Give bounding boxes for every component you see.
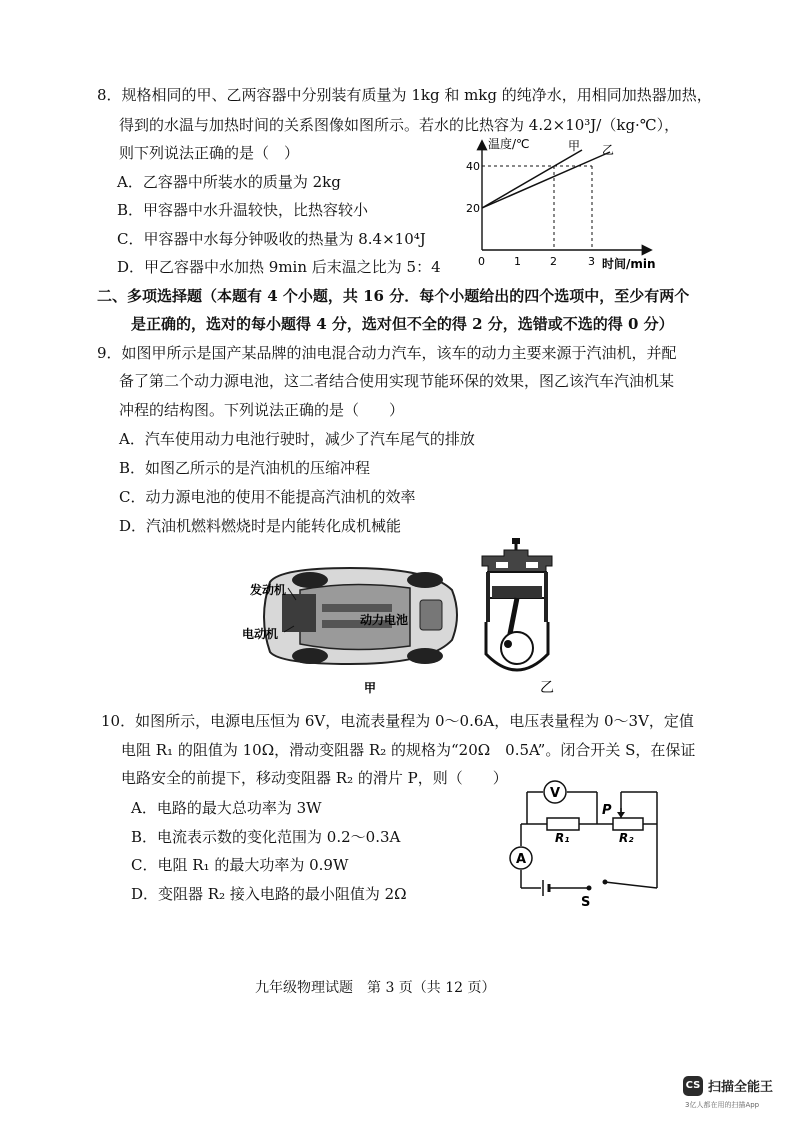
q10-stem-line2: 电阻 R₁ 的阻值为 10Ω，滑动变阻器 R₂ 的规格为“20Ω 0.5A”。闭合开关 S，在保证 <box>121 741 696 759</box>
caption-yi: 乙 <box>540 680 554 696</box>
label-engine: 发动机 <box>250 583 287 597</box>
q8-option-d: D．甲乙容器中水加热 9min 后末温之比为 5：4 <box>117 258 441 276</box>
q9-option-a: A．汽车使用动力电池行驶时，减少了汽车尾气的排放 <box>119 430 475 448</box>
q9-option-c: C．动力源电池的使用不能提高汽油机的效率 <box>119 488 416 506</box>
q8-stem-line1: 8．规格相同的甲、乙两容器中分别装有质量为 1kg 和 mkg 的纯净水，用相同加热器加热， <box>97 86 712 104</box>
q9-car-figure <box>240 560 470 700</box>
switch-label: S <box>581 895 591 908</box>
graph-label-yi: 乙 <box>602 143 615 157</box>
r2-label: R₂ <box>619 831 634 845</box>
graph-xtick-1: 1 <box>514 255 521 268</box>
r1-label: R₁ <box>555 831 570 845</box>
q10-option-b: B．电流表示数的变化范围为 0.2～0.3A <box>131 828 401 846</box>
label-motor: 电动机 <box>242 627 279 641</box>
voltmeter-label: V <box>550 786 561 801</box>
switch-icon <box>587 886 592 891</box>
resistor-r1 <box>547 818 579 830</box>
q9-option-d: D．汽油机燃料燃烧时是内能转化成机械能 <box>119 517 402 535</box>
caption-jia: 甲 <box>364 681 377 695</box>
q9-engine-figure <box>472 536 572 696</box>
ammeter-label: A <box>516 852 527 867</box>
q8-temperature-graph <box>460 134 660 274</box>
q9-option-b: B．如图乙所示的是汽油机的压缩冲程 <box>119 459 371 477</box>
resistor-r2 <box>613 818 643 830</box>
q8-option-a: A．乙容器中所装水的质量为 2kg <box>117 173 341 191</box>
graph-ytick-40: 40 <box>466 160 480 173</box>
graph-ytick-20: 20 <box>466 202 480 215</box>
watermark-title: 扫描全能王 <box>708 1080 774 1095</box>
label-battery: 动力电池 <box>360 613 409 627</box>
graph-xtick-3: 3 <box>588 255 595 268</box>
q10-option-d: D．变阻器 R₂ 接入电路的最小阻值为 2Ω <box>131 885 407 903</box>
q9-stem-line2: 备了第二个动力源电池，这二者结合使用实现节能环保的效果，图乙该汽车汽油机某 <box>119 372 675 390</box>
q9-stem-line1: 9．如图甲所示是国产某品牌的油电混合动力汽车，该车的动力主要来源于汽油机，并配 <box>97 344 677 362</box>
graph-xtick-2: 2 <box>550 255 557 268</box>
section2-heading-line2: 是正确的，选对的每小题得 4 分，选对但不全的得 2 分，选错或不选的得 0 分） <box>131 315 674 333</box>
graph-xtick-0: 0 <box>478 255 485 268</box>
watermark-subtitle: 3亿人都在用的扫描App <box>685 1101 760 1109</box>
graph-label-jia: 甲 <box>568 139 581 153</box>
q10-stem-line1: 10．如图所示，电源电压恒为 6V，电流表量程为 0～0.6A，电压表量程为 0～3V，定值 <box>101 712 694 730</box>
q9-stem-line3: 冲程的结构图。下列说法正确的是（ ） <box>119 401 405 419</box>
q8-stem-line3: 则下列说法正确的是（ ） <box>119 144 300 162</box>
q10-circuit-diagram <box>505 778 665 908</box>
q8-stem-line2: 得到的水温与加热时间的关系图像如图所示。若水的比热容为 4.2×10³J/（kg·℃）， <box>119 116 680 134</box>
graph-xlabel: 时间/min <box>602 257 656 271</box>
q10-stem-line3: 电路安全的前提下，移动变阻器 R₂ 的滑片 P，则（ ） <box>121 769 508 787</box>
slider-p-label: P <box>602 803 612 818</box>
line-jia <box>482 150 582 208</box>
page-footer: 九年级物理试题 第 3 页（共 12 页） <box>255 980 496 996</box>
q8-option-c: C．甲容器中水每分钟吸收的热量为 8.4×10⁴J <box>117 230 426 248</box>
line-yi <box>482 152 610 208</box>
camscanner-logo-icon: CS <box>683 1076 703 1096</box>
q10-option-a: A．电路的最大总功率为 3W <box>131 799 322 817</box>
q10-option-c: C．电阻 R₁ 的最大功率为 0.9W <box>131 856 349 874</box>
section2-heading-line1: 二、多项选择题（本题有 4 个小题，共 16 分．每个小题给出的四个选项中，至少有两个 <box>97 287 690 305</box>
graph-ylabel: 温度/℃ <box>488 137 530 151</box>
q8-option-b: B．甲容器中水升温较快，比热容较小 <box>117 201 369 219</box>
